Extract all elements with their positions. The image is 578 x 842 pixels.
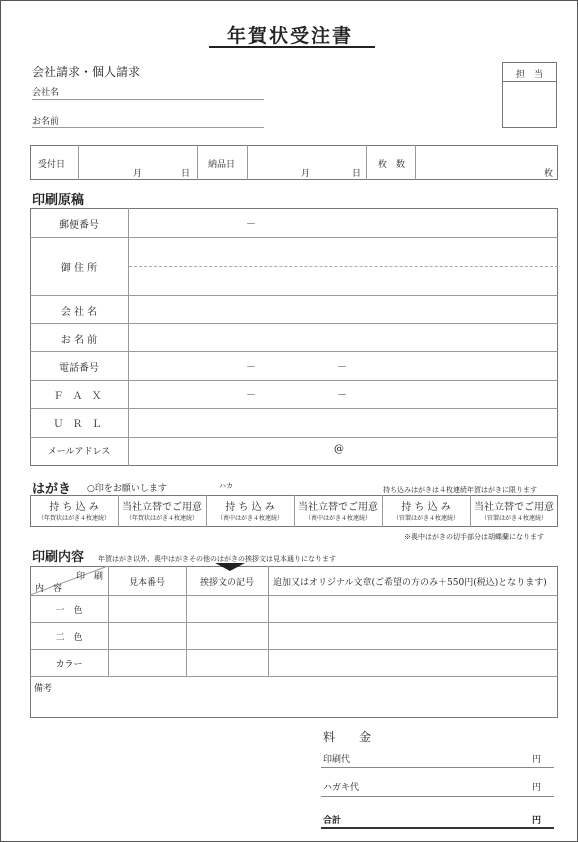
postcard-heading: はがき [32,482,72,497]
phone-sep-1: － [246,362,256,373]
option-provide-official-sub: （官製はがき４枚連続） [480,515,547,522]
email-at[interactable]: @ [334,444,344,455]
row-one-color: 一 色 [55,606,83,616]
total-field[interactable] [321,827,554,829]
fax-sep-2: － [337,390,347,401]
print-content-heading: 印刷内容 [32,550,85,565]
postcard-fee-unit: 円 [532,783,542,793]
option-provide-newyear[interactable]: 当社立替でご用意 [122,502,202,513]
name-label: お名前 [32,117,60,127]
phone-sep-2: － [337,362,347,373]
print-content-note: 年賀はがき以外、喪中はがきその他のはがきの挨拶文は見本通りになります [98,555,336,563]
dates-row [30,145,558,180]
sample-number-header: 見本番号 [128,578,165,588]
postal-code-field[interactable]: － [246,219,256,230]
fax-sep-1: － [246,390,256,401]
company-label: 会 社 名 [60,307,98,318]
option-bring-official-sub: （官製はがき４枚連続） [392,515,459,522]
circle-note: ○印をお願いします [87,484,167,494]
staff-label: 担 当 [515,70,543,80]
url-label: Ｕ Ｒ Ｌ [53,419,105,430]
greeting-code-header: 挨拶文の記号 [199,578,254,588]
name-field[interactable] [32,127,264,128]
phone-label: 電話番号 [59,363,99,374]
count-label: 枚 数 [378,160,406,170]
row-two-color: 二 色 [55,633,83,643]
title-underline [209,46,375,48]
printing-fee-unit: 円 [532,755,542,765]
print-original-heading: 印刷原稿 [32,193,85,208]
received-date-label: 受付日 [38,160,66,170]
staff-divider [502,81,557,82]
option-provide-mourning[interactable]: 当社立替でご用意 [298,502,378,513]
option-bring-newyear[interactable]: 持 ち 込 み [49,502,99,513]
postcard-right-note: 持ち込みはがきは４枚連続年賀はがきに限ります [383,486,537,494]
postal-code-label: 郵便番号 [59,220,99,231]
company-name-field[interactable] [32,99,264,100]
company-name-label: 会社名 [32,88,60,98]
postcard-fee-label: ハガキ代 [323,783,360,793]
total-unit: 円 [532,816,542,826]
person-name-label: お 名 前 [60,335,98,346]
option-bring-official[interactable]: 持 ち 込 み [401,502,451,513]
print-content-table [30,566,558,718]
billing-type-label: 会社請求・個人請求 [32,65,141,79]
received-day-unit: 日 [181,169,191,179]
delivery-date-label: 納品日 [208,160,236,170]
additional-text-header: 追加又はオリジナル文章(ご希望の方のみ＋550円(税込)となります) [273,578,547,588]
option-provide-official[interactable]: 当社立替でご用意 [474,502,554,513]
option-provide-mourning-sub: （喪中はがき４枚連続） [304,515,371,522]
remarks-label: 備考 [34,684,53,694]
postcard-footnote: ※喪中はがきの切手部分は胡蝶蘭になります [404,533,544,541]
printing-fee-label: 印刷代 [323,755,351,765]
delivery-month-unit: 月 [301,169,311,179]
triangle-marker-icon [215,563,245,572]
address-label: 御 住 所 [60,263,98,274]
postcard-small-note: ハカ [219,482,233,490]
option-bring-mourning-sub: （喪中はがき４枚連続） [216,515,283,522]
delivery-day-unit: 日 [352,169,362,179]
fax-label: Ｆ Ａ Ｘ [53,391,105,402]
option-bring-mourning[interactable]: 持 ち 込 み [225,502,275,513]
count-unit: 枚 [544,169,554,179]
received-month-unit: 月 [133,169,143,179]
option-provide-newyear-sub: （年賀状はがき４枚連続） [125,515,198,522]
fees-heading: 料 金 [323,730,372,744]
postcard-fee-field[interactable] [321,796,554,797]
corner-bottom-label: 内 容 [35,584,63,594]
row-full-color: カラー [55,660,83,670]
total-label: 合計 [323,816,342,826]
printing-fee-field[interactable] [321,767,554,768]
corner-top-label: 印 刷 [76,572,104,582]
page-title: 年賀状受注書 [226,25,353,47]
email-label: メールアドレス [47,447,111,457]
option-bring-newyear-sub: （年賀状はがき４枚連続） [37,515,110,522]
